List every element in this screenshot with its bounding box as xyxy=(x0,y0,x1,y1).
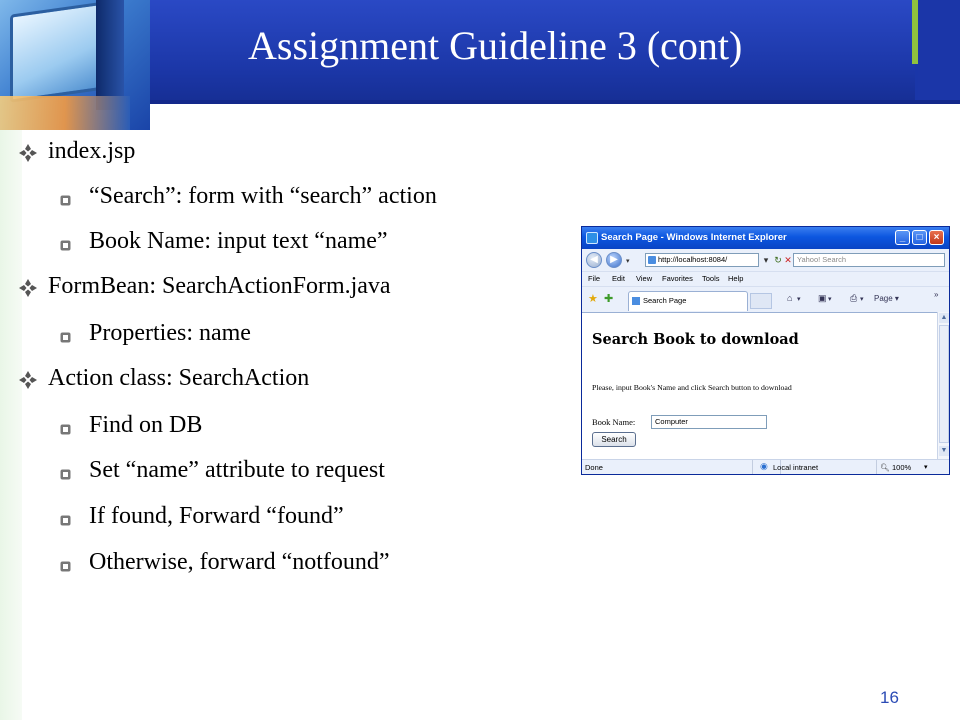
menu-edit[interactable]: Edit xyxy=(612,274,625,283)
forward-arrow-icon[interactable]: ▶ xyxy=(606,252,622,268)
scroll-up-icon[interactable]: ▲ xyxy=(940,314,948,321)
sub-bullet-item: Properties: name xyxy=(89,320,251,346)
menu-view[interactable]: View xyxy=(636,274,653,283)
sub-bullet-item: “Search”: form with “search” action xyxy=(89,183,437,209)
diamond-bullet-icon xyxy=(18,278,38,298)
minimize-icon[interactable]: _ xyxy=(895,230,910,245)
add-favorites-icon[interactable]: ✚ xyxy=(604,293,614,305)
maximize-icon[interactable]: □ xyxy=(912,230,927,245)
slide-title: Assignment Guideline 3 (cont) xyxy=(248,23,743,68)
square-bullet-icon xyxy=(60,561,71,572)
feeds-icon[interactable]: ▣ xyxy=(818,293,827,303)
refresh-icon[interactable]: ↻ xyxy=(774,255,782,265)
status-text: Done xyxy=(585,463,603,472)
title-bottom-rule xyxy=(150,100,960,104)
globe-icon: ◉ xyxy=(760,461,768,471)
search-input[interactable]: Yahoo! Search xyxy=(793,253,945,267)
sub-bullet-item: Otherwise, forward “notfound” xyxy=(89,549,390,575)
bullet-item: FormBean: SearchActionForm.java xyxy=(48,273,391,299)
address-bar[interactable] xyxy=(645,253,759,267)
favorites-star-icon[interactable]: ★ xyxy=(588,293,598,305)
menu-bar xyxy=(582,271,949,287)
tab-search-page[interactable] xyxy=(628,291,748,311)
page-menu-label: Page xyxy=(874,294,893,303)
monitor-icon xyxy=(10,1,106,102)
address-dropdown-icon[interactable]: ▾ xyxy=(763,255,769,265)
menu-file[interactable]: File xyxy=(588,274,601,283)
sub-bullet-item: Book Name: input text “name” xyxy=(89,228,388,254)
square-bullet-icon xyxy=(60,515,71,526)
page-menu[interactable]: Page ▾ xyxy=(874,294,899,303)
book-name-input[interactable]: Computer xyxy=(651,415,767,429)
title-right-strip xyxy=(918,0,960,104)
page-instruction: Please, input Book's Name and click Search button to download xyxy=(592,383,792,392)
page-heading: Search Book to download xyxy=(592,331,799,348)
scroll-down-icon[interactable]: ▼ xyxy=(940,447,948,454)
zoom-dropdown-icon[interactable]: ▾ xyxy=(924,464,928,471)
print-icon[interactable]: ⎙ xyxy=(850,293,858,303)
browser-title-bar xyxy=(582,227,949,249)
square-bullet-icon xyxy=(60,240,71,251)
menu-tools[interactable]: Tools xyxy=(702,274,720,283)
browser-window-title: Search Page - Windows Internet Explorer xyxy=(601,232,787,243)
book-name-label: Book Name: xyxy=(592,417,636,427)
diamond-bullet-icon xyxy=(18,143,38,163)
sub-bullet-item: Set “name” attribute to request xyxy=(89,457,385,483)
diamond-bullet-icon xyxy=(18,370,38,390)
page-number: 16 xyxy=(880,688,899,707)
search-button[interactable]: Search xyxy=(592,432,636,447)
ie-logo-icon xyxy=(586,232,598,244)
menu-favorites[interactable]: Favorites xyxy=(662,274,693,283)
browser-screenshot xyxy=(581,226,950,475)
zoom-level[interactable]: 100% xyxy=(892,463,912,472)
menu-help[interactable]: Help xyxy=(728,274,744,283)
new-tab-button[interactable] xyxy=(750,293,772,309)
scroll-thumb[interactable] xyxy=(939,325,949,443)
status-bar xyxy=(582,459,949,475)
page-icon xyxy=(632,297,640,305)
square-bullet-icon xyxy=(60,195,71,206)
computer-illustration xyxy=(0,0,150,130)
home-icon[interactable]: ⌂ xyxy=(787,293,793,303)
page-icon xyxy=(648,256,656,264)
bullet-item: index.jsp xyxy=(48,138,136,164)
square-bullet-icon xyxy=(60,332,71,343)
bullet-item: Action class: SearchAction xyxy=(48,365,310,391)
tab-bar: ★ ✚ Search Page ⌂ ▾ ▣ ▾ ⎙ ▾ Page ▾ » xyxy=(582,286,949,313)
sub-bullet-item: Find on DB xyxy=(89,412,203,438)
sub-bullet-item: If found, Forward “found” xyxy=(89,503,344,529)
zone-text: Local intranet xyxy=(773,463,819,472)
square-bullet-icon xyxy=(60,424,71,435)
browser-nav-bar xyxy=(582,249,949,271)
stop-icon[interactable]: ✕ xyxy=(784,255,792,265)
vertical-scrollbar[interactable] xyxy=(937,312,950,459)
square-bullet-icon xyxy=(60,469,71,480)
address-text: http://localhost:8084/ xyxy=(658,255,728,264)
more-tools-icon[interactable]: » xyxy=(934,290,939,299)
chevron-down-icon[interactable]: ▾ xyxy=(626,258,630,265)
tab-label: Search Page xyxy=(643,296,687,305)
left-decorative-band xyxy=(0,130,22,720)
zoom-icon: 🔍︎ xyxy=(880,463,890,472)
back-arrow-icon[interactable]: ◀ xyxy=(586,252,602,268)
close-icon[interactable]: × xyxy=(929,230,944,245)
web-page-content xyxy=(582,312,937,460)
